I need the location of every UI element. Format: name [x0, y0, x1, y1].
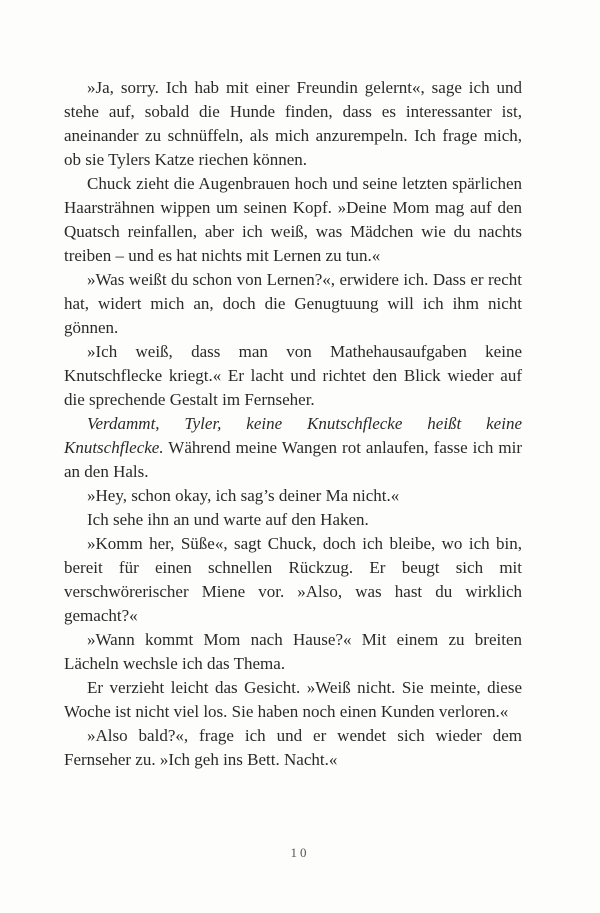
page-number: 10 — [290, 845, 310, 860]
paragraph — [64, 628, 522, 676]
paragraph — [64, 532, 522, 628]
paragraph — [64, 412, 522, 484]
paragraph — [64, 676, 522, 724]
text-segment: Chuck zieht die Augenbrauen hoch und seine letzten spärlichen Haarsträhnen wippen um seinen Kopf. »Deine Mom mag auf den Quatsch reinfallen, aber ich weiß, was Mädchen wie du nachts treiben – und es hat nichts mit Lernen zu tun.« — [64, 174, 522, 265]
paragraph — [64, 172, 522, 268]
text-segment: »Komm her, Süße«, sagt Chuck, doch ich bleibe, wo ich bin, bereit für einen schnellen Rückzug. Er beugt sich mit verschwörerischer Miene vor. »Also, was hast du wirklich gemacht?« — [64, 534, 522, 625]
text-segment: »Wann kommt Mom nach Hause?« Mit einem zu breiten Lächeln wechsle ich das Thema. — [64, 630, 522, 673]
paragraph — [64, 724, 522, 772]
italic-text-segment: Verdammt, Tyler, keine Knutschflecke heißt keine Knutschflecke. — [64, 414, 522, 457]
text-segment: »Ich weiß, dass man von Mathehausaufgaben keine Knutschflecke kriegt.« Er lacht und richtet den Blick wieder auf die sprechende Gestalt im Fernseher. — [64, 342, 522, 409]
text-segment: »Was weißt du schon von Lernen?«, erwidere ich. Dass er recht hat, widert mich an, doch die Genugtuung will ich ihm nicht gönnen. — [64, 270, 522, 337]
text-segment: »Hey, schon okay, ich sag’s deiner Ma nicht.« — [87, 486, 400, 505]
text-segment: Ich sehe ihn an und warte auf den Haken. — [87, 510, 369, 529]
paragraph — [64, 340, 522, 412]
text-segment: »Ja, sorry. Ich hab mit einer Freundin gelernt«, sage ich und stehe auf, sobald die Hunde finden, dass es interessanter ist, aneinander zu schnüffeln, als mich anzurempeln. Ich frage mich, ob sie Tylers Katze riechen können. — [64, 78, 522, 169]
text-segment: »Also bald?«, frage ich und er wendet sich wieder dem Fernseher zu. »Ich geh ins Bett. Nacht.« — [64, 726, 522, 769]
paragraph — [64, 268, 522, 340]
paragraph — [64, 484, 522, 508]
paragraph — [64, 76, 522, 172]
text-segment: Er verzieht leicht das Gesicht. »Weiß nicht. Sie meinte, diese Woche ist nicht viel los. Sie haben noch einen Kunden verloren.« — [64, 678, 522, 721]
page-text-block — [64, 76, 522, 772]
paragraph — [64, 508, 522, 532]
text-segment: Während meine Wangen rot anlaufen, fasse ich mir an den Hals. — [64, 438, 522, 481]
